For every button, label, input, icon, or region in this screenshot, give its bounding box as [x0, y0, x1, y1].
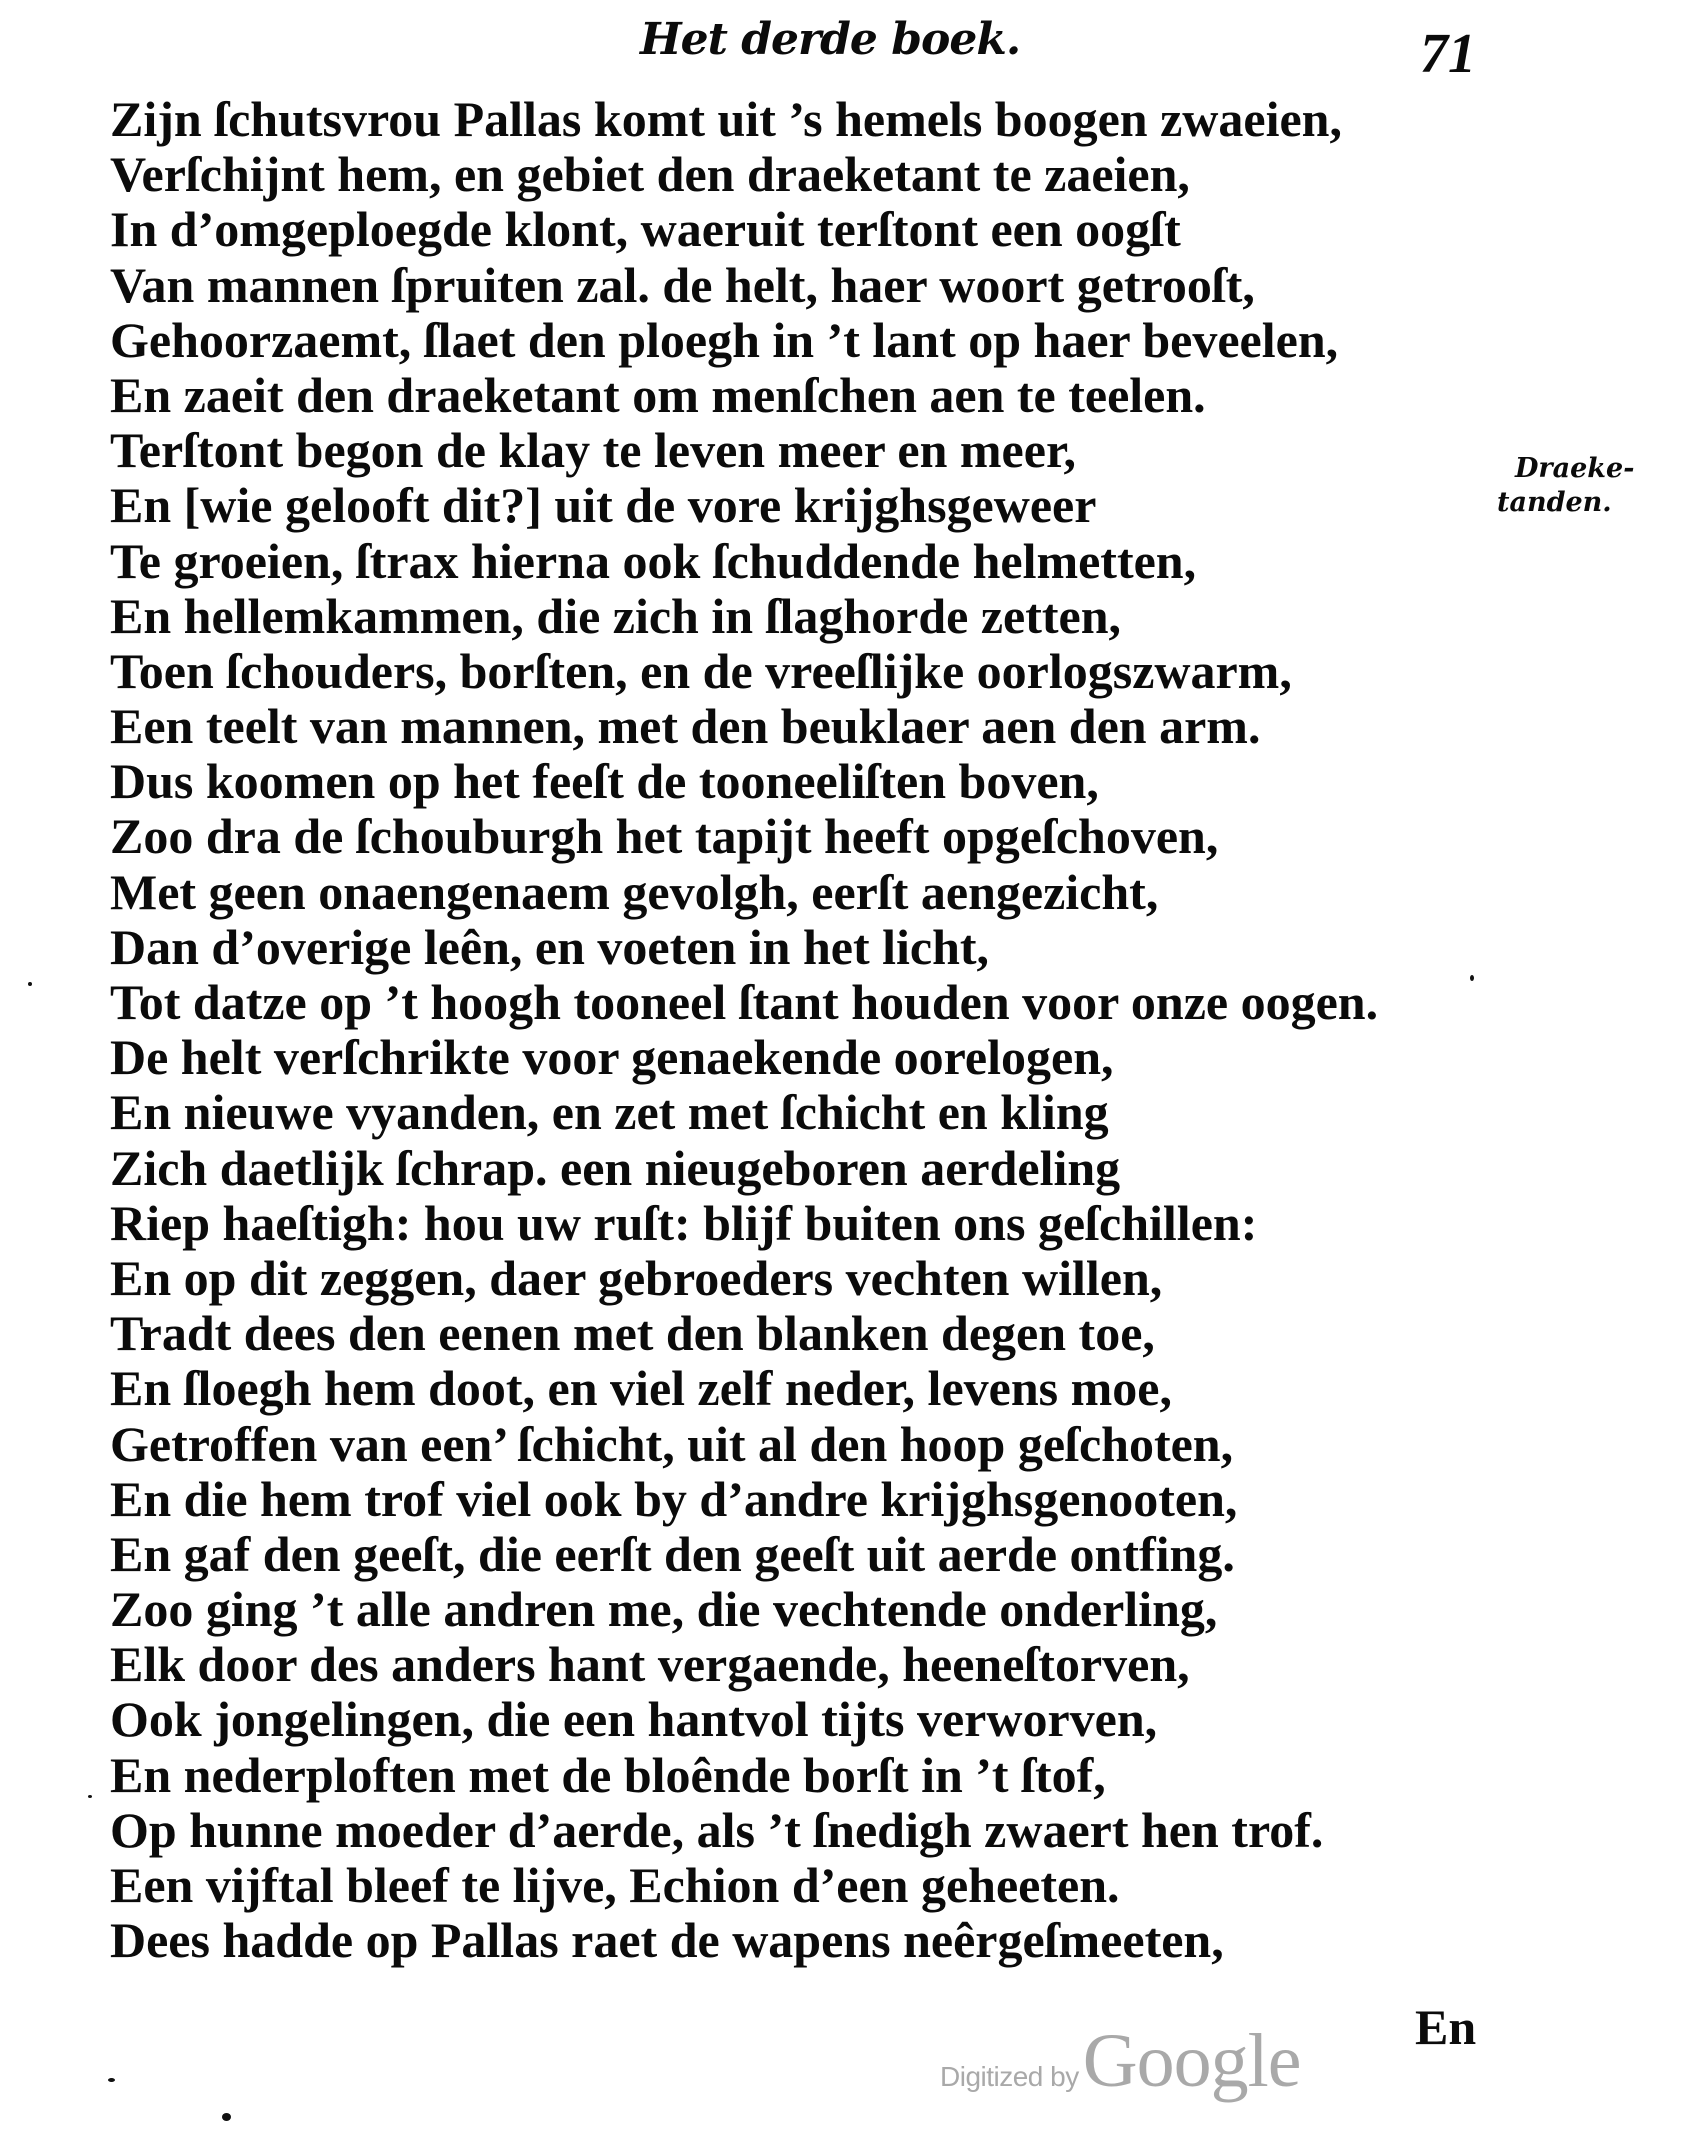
running-head: Het derde boek. — [640, 14, 1021, 65]
verse-line: Riep haeſtigh: hou uw ruſt: blijf buiten ons geſchillen: — [110, 1194, 1258, 1251]
verse-line: Dan d’overige leên, en voeten in het licht, — [110, 918, 990, 975]
verse-line: Toen ſchouders, borſten, en de vreeſlijke oorlogszwarm, — [110, 642, 1292, 699]
verse-line: Elk door des anders hant vergaende, heeneſtorven, — [110, 1636, 1190, 1693]
verse-line: De helt verſchrikte voor genaekende oorelogen, — [110, 1029, 1114, 1086]
verse-line: Tot datze op ’t hoogh tooneel ſtant houden voor onze oogen. — [110, 974, 1379, 1030]
verse-line: Verſchijnt hem, en gebiet den draeketant te zaeien, — [110, 146, 1190, 203]
marginal-note — [1497, 452, 1635, 520]
digitized-by-google-watermark — [940, 2018, 1300, 2105]
verse-line: Gehoorzaemt, ſlaet den ploegh in ’t lant op haer beveelen, — [110, 311, 1339, 368]
verse-line: Zijn ſchutsvrou Pallas komt uit ’s hemels boogen zwaeien, — [110, 91, 1342, 147]
verse-line: En ſloegh hem doot, en viel zelf neder, levens moe, — [110, 1360, 1172, 1417]
verse-line: En zaeit den draeketant om menſchen aen te teelen. — [110, 366, 1206, 423]
verse-line: En hellemkammen, die zich in ſlaghorde zetten, — [110, 587, 1122, 644]
verse-line: En gaf den geeſt, die eerſt den geeſt uit aerde ontfing. — [110, 1525, 1235, 1582]
verse-line: Dees hadde op Pallas raet de wapens neêrgeſmeeten, — [110, 1912, 1224, 1969]
verse-line: Een vijftal bleef te lijve, Echion d’een geheeten. — [110, 1857, 1120, 1913]
verse-line: Ook jongelingen, die een hantvol tijts verworven, — [110, 1691, 1158, 1748]
verse-line: Tradt dees den eenen met den blanken degen toe, — [110, 1305, 1155, 1362]
verse-line: En nederploften met de bloênde borſt in ’t ſtof, — [110, 1746, 1106, 1803]
print-speck — [88, 1795, 92, 1798]
verse-line: Terſtont begon de klay te leven meer en meer, — [110, 422, 1077, 479]
verse-line: Zich daetlijk ſchrap. een nieugeboren aerdeling — [110, 1139, 1121, 1196]
marginal-note-line: Draeke- — [1515, 453, 1635, 484]
verse-line: Dus koomen op het feeſt de tooneeliſten boven, — [110, 753, 1099, 810]
catchword: En — [1415, 1999, 1477, 2055]
verse-line: Van mannen ſpruiten zal. de helt, haer woort getrooſt, — [110, 256, 1255, 313]
marginal-note-line: tanden. — [1497, 487, 1612, 518]
verse-line: Met geen onaengenaem gevolgh, eerſt aengezicht, — [110, 863, 1159, 920]
google-logo-text: Google — [1082, 2019, 1301, 2103]
verse-line: Getroffen van een’ ſchicht, uit al den hoop geſchoten, — [110, 1415, 1234, 1472]
print-speck — [28, 982, 32, 986]
print-speck — [1470, 975, 1474, 981]
verse-line: En [wie gelooft dit?] uit de vore krijghsgeweer — [110, 477, 1097, 534]
verse-line: In d’omgeploegde klont, waeruit terſtont een oogſt — [110, 201, 1181, 258]
watermark-prefix: Digitized by — [940, 2061, 1079, 2092]
verse-line: Te groeien, ſtrax hierna ook ſchuddende helmetten, — [110, 532, 1197, 589]
print-speck — [222, 2113, 231, 2121]
verse-line: En op dit zeggen, daer gebroeders vechten willen, — [110, 1249, 1163, 1306]
verse-line: Zoo dra de ſchouburgh het tapijt heeft opgeſchoven, — [110, 808, 1219, 865]
verse-line: En die hem trof viel ook by d’andre krijghsgenooten, — [110, 1470, 1238, 1527]
print-speck — [108, 2078, 115, 2082]
page-number: 71 — [1420, 23, 1476, 85]
verse-block — [110, 92, 1510, 1968]
verse-line: Op hunne moeder d’aerde, als ’t ſnedigh zwaert hen trof. — [110, 1801, 1324, 1858]
verse-line: En nieuwe vyanden, en zet met ſchicht en kling — [110, 1084, 1109, 1141]
verse-line: Zoo ging ’t alle andren me, die vechtende onderling, — [110, 1581, 1218, 1638]
verse-line: Een teelt van mannen, met den beuklaer aen den arm. — [110, 698, 1261, 755]
